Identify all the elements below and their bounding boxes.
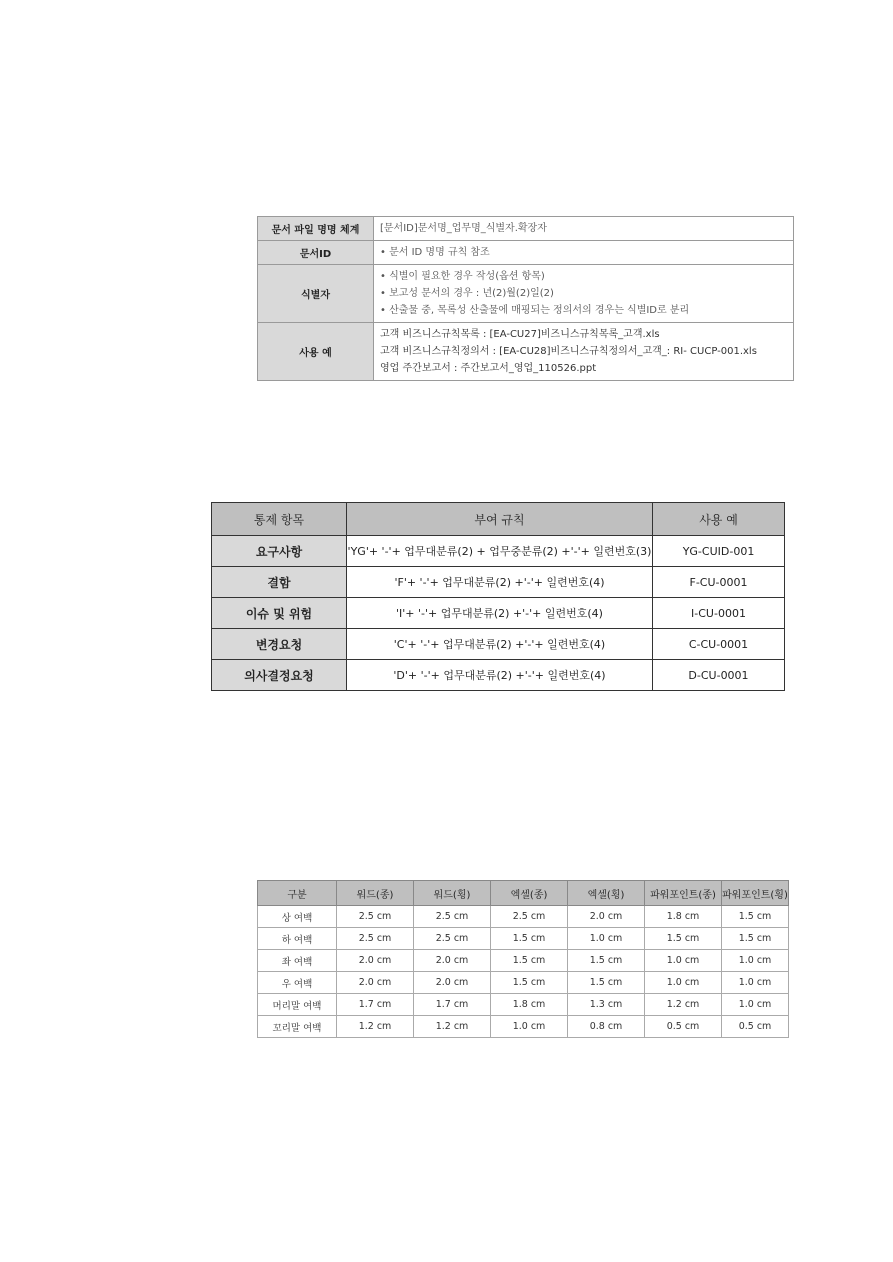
margin-value: 1.0 cm [722,950,789,972]
margin-row [258,928,789,950]
control-header-example: 사용 예 [653,503,785,536]
naming-row-value [374,323,794,381]
control-row [212,536,785,567]
margin-header-cell: 엑셀(횡) [568,881,645,906]
control-example: C-CU-0001 [653,629,785,660]
naming-row-value [374,217,794,241]
naming-row-label: 문서 파일 명명 체계 [258,217,374,241]
control-example: I-CU-0001 [653,598,785,629]
naming-value-line: 고객 비즈니스규칙정의서 : [EA-CU28]비즈니스규칙정의서_고객_: RI- CUCP-001.xls [380,346,757,357]
margin-row [258,950,789,972]
margin-value: 2.5 cm [414,906,491,928]
control-item: 의사결정요청 [212,660,347,691]
margin-value: 2.0 cm [414,950,491,972]
margin-value: 1.8 cm [491,994,568,1016]
margin-value: 1.5 cm [645,928,722,950]
control-item: 요구사항 [212,536,347,567]
margin-value: 1.8 cm [645,906,722,928]
control-row [212,660,785,691]
control-item: 결함 [212,567,347,598]
margin-header-cell: 워드(횡) [414,881,491,906]
margin-value: 2.5 cm [337,928,414,950]
control-example: F-CU-0001 [653,567,785,598]
margin-row-label: 상 여백 [258,906,337,928]
margin-value: 2.0 cm [414,972,491,994]
naming-value-line: • 보고성 문서의 경우 : 년(2)월(2)일(2) [380,285,787,302]
margin-value: 1.2 cm [645,994,722,1016]
naming-value-line: • 문서 ID 명명 규칙 참조 [380,244,787,261]
naming-value-line: 영업 주간보고서 : 주간보고서_영업_110526.ppt [380,363,597,374]
naming-row-label: 문서ID [258,241,374,265]
margin-value: 1.7 cm [414,994,491,1016]
margin-value: 2.0 cm [337,950,414,972]
margin-value: 2.0 cm [568,906,645,928]
control-rule: 'D'+ '-'+ 업무대분류(2) +'-'+ 일련번호(4) [347,660,653,691]
margin-value: 1.5 cm [722,906,789,928]
margin-row-label: 꼬리말 여백 [258,1016,337,1038]
control-row [212,629,785,660]
naming-row-value [374,265,794,323]
margin-value: 1.7 cm [337,994,414,1016]
margin-header-cell: 엑셀(종) [491,881,568,906]
margin-row [258,994,789,1016]
control-row [212,598,785,629]
control-item: 이슈 및 위험 [212,598,347,629]
margin-value: 0.8 cm [568,1016,645,1038]
margin-value: 0.5 cm [722,1016,789,1038]
margin-value: 1.5 cm [722,928,789,950]
margin-value: 1.2 cm [414,1016,491,1038]
margin-table [257,880,789,1038]
margin-value: 1.0 cm [722,972,789,994]
margin-value: 1.5 cm [491,972,568,994]
naming-row-value [374,241,794,265]
margin-value: 1.3 cm [568,994,645,1016]
naming-row [258,323,794,381]
control-item: 변경요청 [212,629,347,660]
control-rule: 'F'+ '-'+ 업무대분류(2) +'-'+ 일련번호(4) [347,567,653,598]
margin-value: 1.0 cm [568,928,645,950]
margin-row [258,906,789,928]
file-naming-table [257,216,794,381]
naming-value-line: • 산출물 중, 목록성 산출물에 매핑되는 정의서의 경우는 식별ID로 분리 [380,302,787,319]
naming-row [258,217,794,241]
control-header-row [212,503,785,536]
margin-value: 1.5 cm [568,972,645,994]
margin-value: 1.5 cm [568,950,645,972]
margin-row [258,1016,789,1038]
naming-row-label: 식별자 [258,265,374,323]
margin-value: 1.0 cm [491,1016,568,1038]
margin-header-cell: 구분 [258,881,337,906]
margin-row-label: 우 여백 [258,972,337,994]
naming-row [258,241,794,265]
margin-header-cell: 파워포인트(종) [645,881,722,906]
control-body [212,536,785,691]
control-header-item: 통제 항목 [212,503,347,536]
naming-row-label: 사용 예 [258,323,374,381]
naming-row [258,265,794,323]
margin-value: 2.5 cm [414,928,491,950]
margin-value: 1.2 cm [337,1016,414,1038]
naming-value-line: 고객 비즈니스규칙목록 : [EA-CU27]비즈니스규칙목록_고객.xls [380,329,660,340]
margin-value: 1.0 cm [722,994,789,1016]
margin-value: 1.0 cm [645,972,722,994]
margin-body [258,906,789,1038]
naming-value-line: [문서ID]문서명_업무명_식별자.확장자 [380,223,547,234]
control-example: D-CU-0001 [653,660,785,691]
naming-value-line: • 식별이 필요한 경우 작성(옵션 항목) [380,268,787,285]
control-example: YG-CUID-001 [653,536,785,567]
control-rule: 'C'+ '-'+ 업무대분류(2) +'-'+ 일련번호(4) [347,629,653,660]
margin-header-cell: 파워포인트(횡) [722,881,789,906]
control-row [212,567,785,598]
control-header-rule: 부여 규칙 [347,503,653,536]
margin-value: 1.0 cm [645,950,722,972]
control-rule: 'YG'+ '-'+ 업무대분류(2) + 업무중분류(2) +'-'+ 일련번호(3) [347,536,653,567]
margin-value: 0.5 cm [645,1016,722,1038]
margin-value: 1.5 cm [491,928,568,950]
margin-row [258,972,789,994]
margin-value: 2.0 cm [337,972,414,994]
margin-header-row [258,881,789,906]
control-rule: 'I'+ '-'+ 업무대분류(2) +'-'+ 일련번호(4) [347,598,653,629]
margin-row-label: 머리말 여백 [258,994,337,1016]
margin-value: 2.5 cm [491,906,568,928]
margin-value: 2.5 cm [337,906,414,928]
margin-row-label: 좌 여백 [258,950,337,972]
control-items-table [211,502,785,691]
margin-value: 1.5 cm [491,950,568,972]
margin-row-label: 하 여백 [258,928,337,950]
margin-header-cell: 워드(종) [337,881,414,906]
file-naming-body [258,217,794,381]
